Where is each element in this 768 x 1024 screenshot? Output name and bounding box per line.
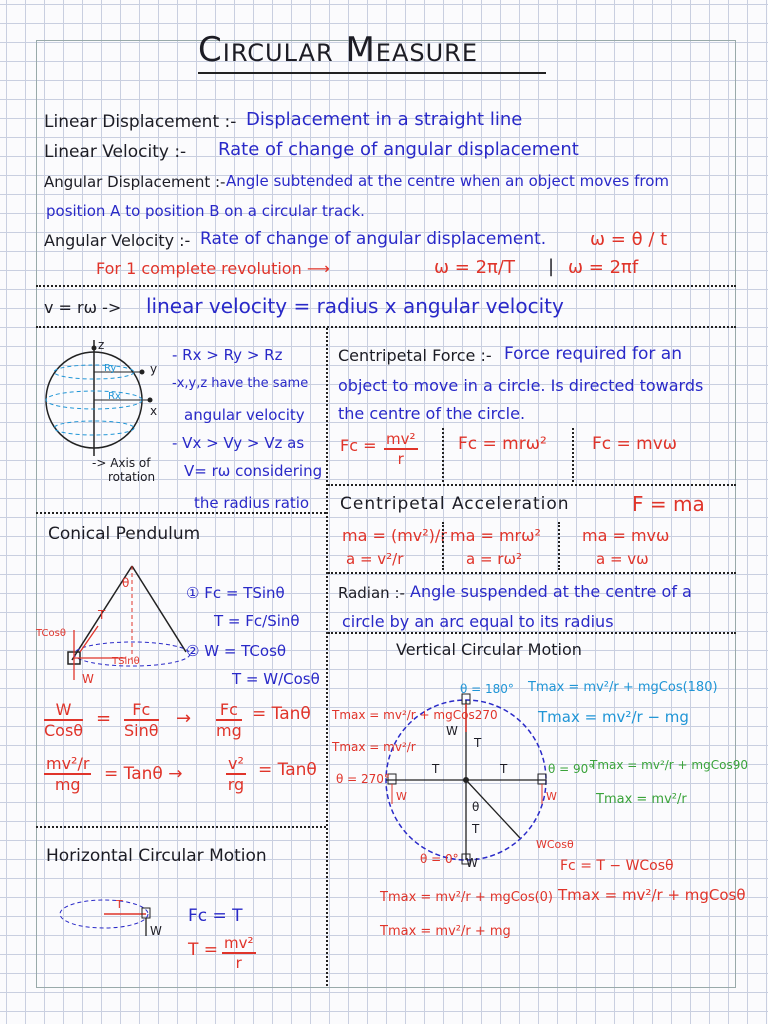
v-rw-rhs: linear velocity = radius x angular velocity [146, 294, 564, 318]
revolution-formula1: ω = 2π/T [434, 257, 515, 278]
ratio-1-frac-3 [216, 700, 242, 740]
top-formula-1: Tmax = mv²/r + mgCos(180) [528, 680, 718, 695]
sphere-note-2: -x,y,z have the same [172, 376, 309, 391]
radian-def2: circle by an arc equal to its radius [342, 612, 614, 631]
accel-1: ma = (mv²)/r [342, 526, 447, 545]
pendulum-eq-1b: T = Fc/Sinθ [214, 612, 300, 630]
angular-displacement-def2: position A to position B on a circular track. [46, 202, 365, 220]
top-formula-2: Tmax = mv²/r − mg [538, 708, 689, 726]
left-angle: θ = 270° [336, 772, 390, 786]
linear-displacement-def: Displacement in a straight line [246, 109, 523, 130]
ratio-2-num-1: mv²/r [46, 754, 90, 773]
bottom-formula-1: Tmax = mv²/r + mgCos(0) [380, 890, 554, 905]
v-rw-lhs: v = rω -> [44, 298, 122, 317]
divider-pendulum-horizontal [36, 826, 326, 828]
centripetal-force-def3: the centre of the circle. [338, 404, 526, 423]
wcos-label: WCosθ [536, 838, 574, 851]
pendulum-t-label: T [98, 608, 106, 622]
ratio-1-num-1: W [44, 700, 83, 721]
right-t-label: T [500, 762, 508, 776]
ratio-1-frac-2 [124, 700, 159, 740]
ratio-2-den-1: mg [54, 775, 81, 794]
horizontal-motion-title: Horizontal Circular Motion [46, 846, 267, 866]
accel-2: ma = mrω² [450, 526, 541, 545]
left-formula-2: Tmax = mv²/r [332, 740, 416, 754]
ratio-2-frac-2 [226, 754, 246, 794]
divider-bar: | [548, 256, 555, 277]
y-label: y [150, 362, 158, 376]
ratio-1-arrow: → [176, 708, 192, 729]
sphere-note-6: the radius ratio [194, 494, 310, 512]
horizontal-f1: Fc = T [188, 906, 243, 926]
horizontal-w-label: W [150, 924, 162, 938]
bottom-t-label: T [472, 822, 480, 836]
conical-pendulum-title: Conical Pendulum [48, 524, 201, 544]
linear-velocity-term: Linear Velocity :- [44, 142, 187, 162]
horizontal-t-label: T [116, 898, 123, 911]
horizontal-f2-num: mv² [224, 934, 254, 952]
horizontal-f2-lhs: T = [188, 940, 219, 960]
center-theta: θ [472, 800, 480, 814]
ratio-2-frac-1 [44, 754, 91, 794]
accel-divider-2 [558, 522, 560, 570]
ratio-1-num-2: Fc [124, 700, 159, 721]
linear-velocity-def: Rate of change of angular displacement [218, 139, 579, 160]
angular-velocity-term: Angular Velocity :- [44, 231, 191, 250]
pendulum-tcos-label: TCosθ [36, 628, 66, 639]
bottom-formula-2: Tmax = mv²/r + mg [380, 924, 511, 939]
axis-label-2: rotation [108, 470, 156, 484]
ratio-2-num-2: v² [228, 754, 244, 773]
fc-divider-2 [572, 428, 574, 482]
pendulum-theta: θ [122, 576, 130, 590]
left-w-label: W [396, 790, 407, 803]
conical-pendulum-diagram [36, 560, 196, 690]
sphere-note-1: - Rx > Ry > Rz [172, 346, 283, 364]
radian-def1: Angle suspended at the centre of a [410, 582, 692, 601]
ratio-1-den-1: Cosθ [44, 721, 84, 740]
divider-2 [36, 326, 736, 328]
right-formula-2: Tmax = mv²/r [596, 792, 687, 807]
accel-3b: a = vω [596, 550, 649, 568]
radian-term: Radian :- [338, 584, 405, 602]
title-underline [198, 72, 546, 74]
top-w-label: W [446, 724, 458, 738]
horizontal-f2-den: r [235, 954, 242, 972]
revolution-formula2: ω = 2πf [568, 257, 639, 278]
divider-1 [36, 285, 736, 287]
accel-2b: a = rω² [466, 550, 523, 568]
ry-label: Ry [104, 363, 117, 374]
top-angle: θ = 180° [460, 682, 514, 696]
ratio-1-frac-1 [44, 700, 83, 740]
accel-divider-1 [442, 522, 444, 570]
bottom-angle: θ = 0° [420, 852, 459, 866]
divider-force-accel [328, 484, 736, 486]
angular-velocity-formula: ω = θ / t [590, 229, 668, 250]
rx-label: Rx [108, 391, 121, 402]
fc-formula-1-den: r [397, 450, 404, 468]
right-w-label: W [546, 790, 557, 803]
ratio-2-tan: = Tanθ [258, 760, 317, 780]
pendulum-eq-1a: ① Fc = TSinθ [186, 584, 285, 602]
top-t-label: T [474, 736, 482, 750]
centripetal-acceleration-term: Centripetal Acceleration [340, 494, 570, 514]
centripetal-force-def2: object to move in a circle. Is directed towards [338, 376, 704, 395]
sphere-note-5: V= rω considering [184, 462, 323, 480]
sphere-note-4: - Vx > Vy > Vz as [172, 434, 305, 452]
centripetal-force-def1: Force required for an [504, 344, 683, 364]
centripetal-force-term: Centripetal Force :- [338, 346, 492, 365]
divider-accel-radian [328, 572, 736, 574]
right-formula-1: Tmax = mv²/r + mgCos90 [590, 758, 748, 772]
pendulum-tsin-label: TSinθ [112, 656, 140, 667]
pendulum-eq-2a: ② W = TCosθ [186, 642, 287, 660]
right-angle: θ = 90° [548, 762, 595, 776]
divider-radian-vertical [328, 632, 736, 634]
ratio-2-den-2: rg [227, 775, 245, 794]
vertical-motion-title: Vertical Circular Motion [396, 640, 582, 659]
angular-velocity-def: Rate of change of angular displacement. [200, 229, 547, 249]
revolution-text: For 1 complete revolution ⟶ [96, 259, 330, 278]
horizontal-motion-diagram [58, 896, 168, 946]
fc-formula-1-fraction [384, 430, 418, 468]
accel-3: ma = mvω [582, 526, 670, 545]
sphere-note-3: angular velocity [184, 406, 305, 424]
fc-formula-2: Fc = mrω² [458, 434, 547, 454]
left-formula-1: Tmax = mv²/r + mgCos270 [332, 708, 498, 722]
fc-formula-1-num: mv² [386, 430, 416, 448]
horizontal-f2-fraction [222, 934, 256, 972]
linear-displacement-term: Linear Displacement :- [44, 112, 237, 132]
ratio-1-eq: = [96, 708, 112, 729]
ratio-2-mid: = Tanθ → [104, 764, 183, 784]
fc-vertical-formula: Fc = T − WCosθ [560, 858, 674, 874]
ratio-1-num-3: Fc [216, 700, 242, 721]
fc-formula-3: Fc = mvω [592, 434, 678, 454]
ratio-1-den-3: mg [216, 721, 242, 740]
x-label: x [150, 404, 158, 418]
angular-displacement-term: Angular Displacement :- [44, 173, 226, 191]
ratio-1-tan: = Tanθ [252, 704, 311, 724]
bottom-w-label: W [466, 856, 478, 870]
z-label: z [98, 338, 105, 352]
angular-displacement-def1: Angle subtended at the centre when an object moves from [226, 172, 669, 190]
pendulum-w-label: W [82, 672, 94, 686]
pendulum-eq-2b: T = W/Cosθ [232, 670, 320, 688]
axis-label-1: -> Axis of [92, 456, 151, 470]
divider-sphere-pendulum [36, 512, 326, 514]
accel-1b: a = v²/r [346, 550, 404, 568]
ratio-1-den-2: Sinθ [124, 721, 159, 740]
column-divider [326, 328, 328, 986]
left-t-label: T [432, 762, 440, 776]
fc-divider-1 [442, 428, 444, 482]
general-tmax-formula: Tmax = mv²/r + mgCosθ [558, 886, 746, 904]
page-title: Circular Measure [198, 30, 479, 70]
fc-formula-1-lhs: Fc = [340, 436, 377, 455]
f-ma-formula: F = ma [632, 492, 705, 516]
